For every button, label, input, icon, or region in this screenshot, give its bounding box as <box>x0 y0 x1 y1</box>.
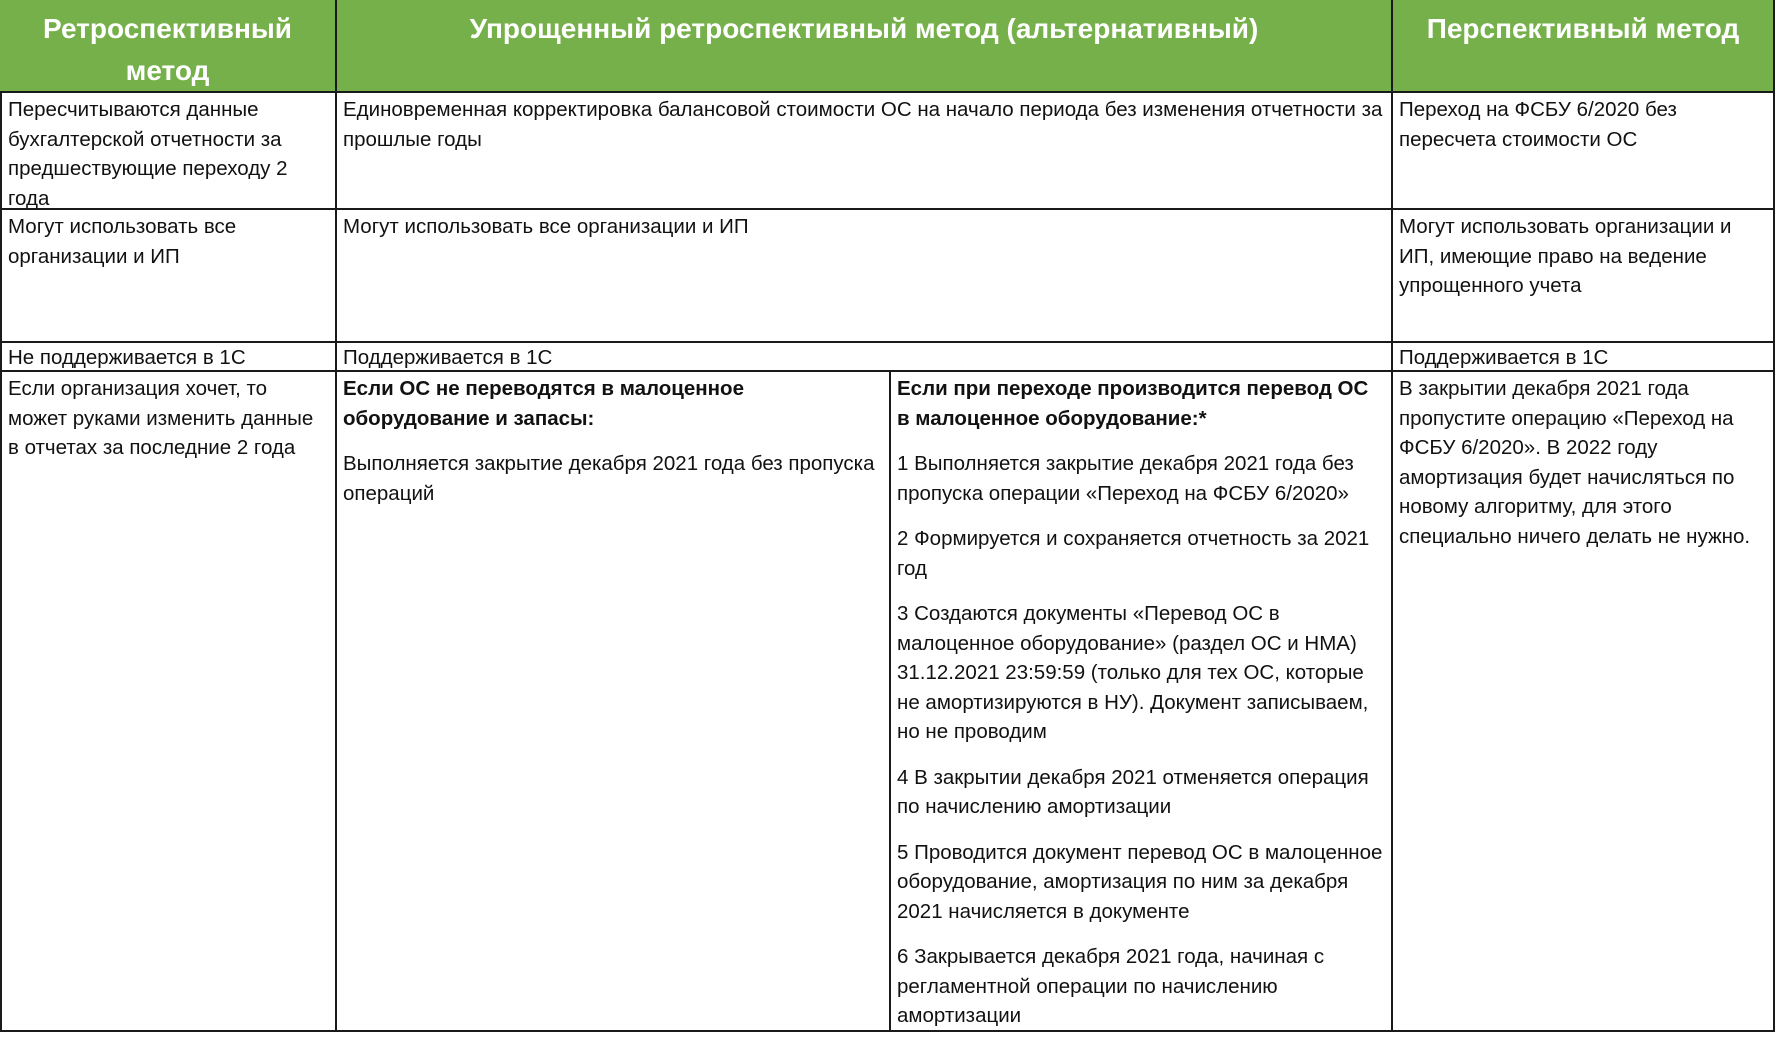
row3-prospective-cell: Поддерживается в 1С <box>1393 343 1775 372</box>
row2-prospective-cell: Могут использовать организации и ИП, имеющие право на ведение упрощенного учета <box>1393 210 1775 343</box>
header-simplified: Упрощенный ретроспективный метод (альтернативный) <box>337 0 1393 93</box>
row2-simplified-cell: Могут использовать все организации и ИП <box>337 210 1393 343</box>
no-transfer-title: Если ОС не переводятся в малоценное оборудование и запасы: <box>343 377 744 430</box>
row4-prospective-cell: В закрытии декабря 2021 года пропустите операцию «Переход на ФСБУ 6/2020». В 2022 году амортизация будет начисляться по новому алгоритму, для этого специально ничего делать не нужно. <box>1393 372 1775 1032</box>
transfer-step-4: 4 В закрытии декабря 2021 отменяется операция по начислению амортизации <box>897 765 1369 818</box>
row1-prospective-cell: Переход на ФСБУ 6/2020 без пересчета стоимости ОС <box>1393 93 1775 210</box>
row3-simplified-cell: Поддерживается в 1С <box>337 343 1393 372</box>
transfer-step-6: 6 Закрывается декабря 2021 года, начиная с регламентной операции по начислению амортизации <box>897 945 1325 1027</box>
transfer-step-2: 2 Формируется и сохраняется отчетность за 2021 год <box>897 527 1370 580</box>
transfer-title: Если при переходе производится перевод ОС в малоценное оборудование:* <box>897 377 1369 430</box>
no-transfer-text: Выполняется закрытие декабря 2021 года без пропуска операций <box>343 452 875 505</box>
row2-retro-cell: Могут использовать все организации и ИП <box>0 210 337 343</box>
row1-retro-cell: Пересчитываются данные бухгалтерской отчетности за предшествующие переходу 2 года <box>0 93 337 210</box>
row4-retro-cell: Если организация хочет, то может руками изменить данные в отчетах за последние 2 года <box>0 372 337 1032</box>
transfer-step-1: 1 Выполняется закрытие декабря 2021 года без пропуска операции «Переход на ФСБУ 6/2020» <box>897 452 1354 505</box>
row4-no-transfer-cell <box>337 372 891 1032</box>
row1-simplified-cell: Единовременная корректировка балансовой стоимости ОС на начало периода без изменения отчетности за прошлые годы <box>337 93 1393 210</box>
transfer-step-3: 3 Создаются документы «Перевод ОС в малоценное оборудование» (раздел ОС и НМА) 31.12.2021 23:59:59 (только для тех ОС, которые не амортизируются в НУ). Документ записываем, но не проводим <box>897 602 1369 743</box>
header-retro: Ретроспективный метод <box>0 0 337 93</box>
transfer-step-5: 5 Проводится документ перевод ОС в малоценное оборудование, амортизация по ним за декабря 2021 начисляется в документе <box>897 840 1383 923</box>
header-prospective: Перспективный метод <box>1393 0 1775 93</box>
row3-retro-cell: Не поддерживается в 1С <box>0 343 337 372</box>
row4-transfer-cell <box>891 372 1393 1032</box>
